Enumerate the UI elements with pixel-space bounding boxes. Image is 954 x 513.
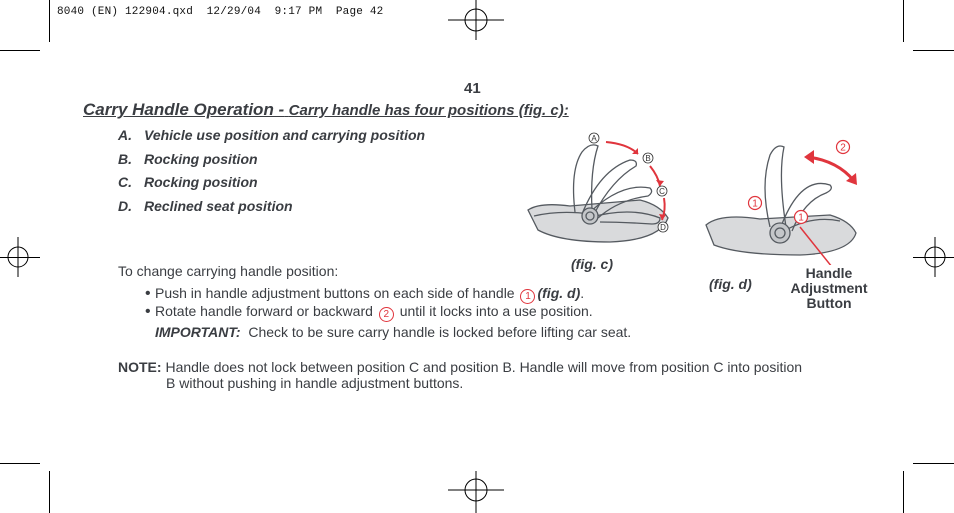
bullet-icon: • [145,303,151,320]
fig-d-caption: (fig. d) [709,276,752,292]
marker-1-right: 1 [798,212,804,224]
intro-text: To change carrying handle position: [118,263,339,279]
marker-1-left: 1 [752,198,758,210]
note-line-2: B without pushing in handle adjustment buttons. [166,375,464,391]
note-block [118,359,802,391]
marker-b: B [645,154,651,163]
list-item: B. Rocking position [118,150,258,167]
fig-c-illustration [520,130,680,250]
printer-slug: 8040 (EN) 122904.qxd 12/29/04 9:17 PM Page 42 [57,6,384,18]
list-item: C. Rocking position [118,174,258,191]
circled-number-icon: 2 [379,307,394,322]
important-text: Check to be sure carry handle is locked before lifting car seat. [248,324,632,340]
important-notice [155,324,631,340]
fig-reference: (fig. d) [537,285,581,301]
marker-a: A [591,134,597,143]
marker-c: C [659,187,665,196]
heading-main: Carry Handle Operation - [83,100,285,119]
instruction-bullets [145,284,593,320]
heading-sub: Carry handle has four positions (fig. c): [288,102,569,119]
circled-number-icon: 1 [520,289,535,304]
marker-2: 2 [840,142,846,154]
note-label: NOTE: [118,359,162,375]
list-item: A. Vehicle use position and carrying position [118,127,426,143]
fig-d-illustration [700,135,870,265]
fig-c-caption: (fig. c) [571,256,613,272]
list-item: • Rotate handle forward or backward 2 until it locks into a use position. [145,303,593,320]
marker-d: D [660,223,666,232]
note-line-1: Handle does not lock between position C and position B. Handle will move from position C into position [165,359,803,375]
bullet-icon: • [145,285,151,302]
list-item: • Push in handle adjustment buttons on each side of handle 1 (fig. d). [145,285,585,302]
list-item: D. Reclined seat position [118,198,293,215]
important-label: IMPORTANT: [155,324,241,340]
positions-list [118,127,425,222]
page-number: 41 [464,80,481,97]
handle-adjustment-button-callout: Handle Adjustment Button [790,265,868,311]
section-heading [83,100,569,120]
